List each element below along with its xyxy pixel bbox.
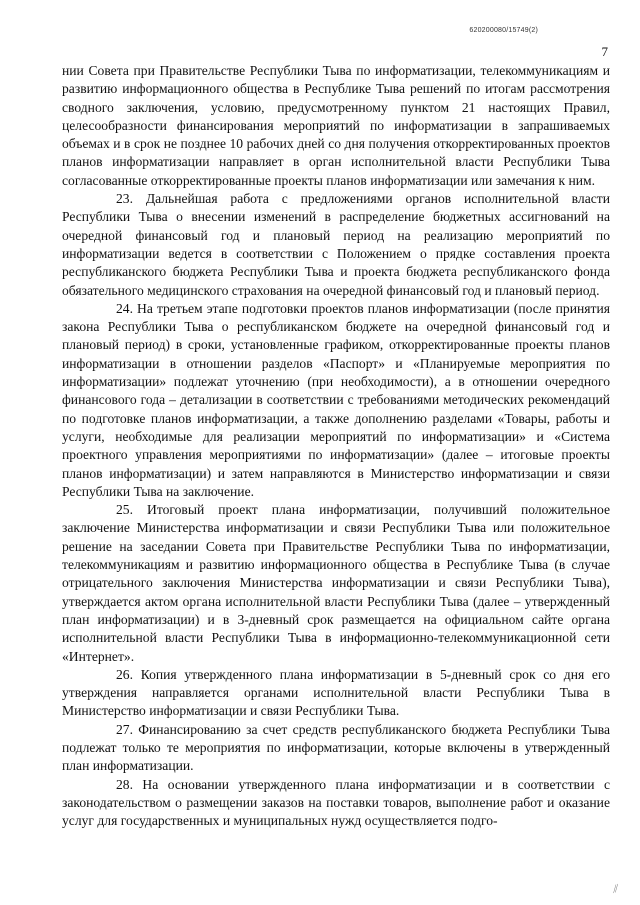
paragraph-26: 26. Копия утвержденного плана информатизации в 5-дневный срок со дня его утверждения направляется органами исполнительной власти Республики Тыва в Министерство информатизации и связи Республики Тыва.	[62, 666, 610, 719]
pen-mark: ⁄⁄	[612, 882, 620, 896]
paragraph-23: 23. Дальнейшая работа с предложениями органов исполнительной власти Республики Тыва о внесении изменений в распределение бюджетных ассигнований на очередной финансовый год и плановый период на реализацию мероприятий по информатизации ведется в соответствии с Положением о прядке составления проекта республиканского бюджета Республики Тыва и проекта бюджета республиканского фонда обязательного медицинского страхования на очередной финансовый год и плановый период.	[62, 191, 610, 298]
document-id: 620200080/15749(2)	[469, 27, 538, 34]
page-number: 7	[601, 44, 608, 59]
paragraph-24: 24. На третьем этапе подготовки проектов планов информатизации (после принятия закона Республики Тыва о республиканском бюджете на очередной финансовый год и плановый период) в сроки, установленные графиком, откорректированные проекты планов информатизации в отношении разделов «Паспорт» и «Планируемые мероприятия по информатизации» подлежат уточнению (при необходимости), а в отношении очередного финансового года – детализации в соответствии с требованиями методических рекомендаций по подготовке планов информатизации, а также дополнению разделами «Товары, работы и услуги, необходимые для реализации мероприятий по информатизации» и «Система проектного управления мероприятиями по информатизации» (далее – итоговые проекты планов информатизации) и затем направляются в Министерство информатизации и связи Республики Тыва на заключение.	[62, 300, 610, 499]
document-body	[62, 62, 610, 830]
paragraph-continuation: нии Совета при Правительстве Республики Тыва по информатизации, телекоммуникациям и развитию информационного общества в Республике Тыва решений по итогам рассмотрения сводного заключения, условию, предусмотренному пунктом 21 настоящих Правил, целесообразности финансирования мероприятий по информатизации в запрашиваемых объемах и в срок не позднее 10 рабочих дней со дня получения откорректированных проектов планов информатизации направляет в орган исполнительной власти Республики Тыва согласованные откорректированные проекты планов информатизации или замечания к ним.	[62, 63, 610, 188]
paragraph-27: 27. Финансированию за счет средств республиканского бюджета Республики Тыва подлежат только те мероприятия по информатизации, которые включены в утвержденный план информатизации.	[62, 721, 610, 774]
paragraph-28: 28. На основании утвержденного плана информатизации и в соответствии с законодательством о размещении заказов на поставки товаров, выполнение работ и оказание услуг для государственных и муниципальных нужд осуществляется подго-	[62, 776, 610, 829]
paragraph-25: 25. Итоговый проект плана информатизации, получивший положительное заключение Министерства информатизации и связи Республики Тыва или положительное решение на заседании Совета при Правительстве Республики Тыва по информатизации, телекоммуникациям и развитию информационного общества в Республике Тыва (в случае отрицательного заключения Министерства информатизации и связи Республики Тыва), утверждается актом органа исполнительной власти Республики Тыва (далее – утвержденный план информатизации) и в 3-дневный срок размещается на официальном сайте органа исполнительной власти Республики Тыва в информационно-телекоммуникационной сети «Интернет».	[62, 502, 610, 664]
